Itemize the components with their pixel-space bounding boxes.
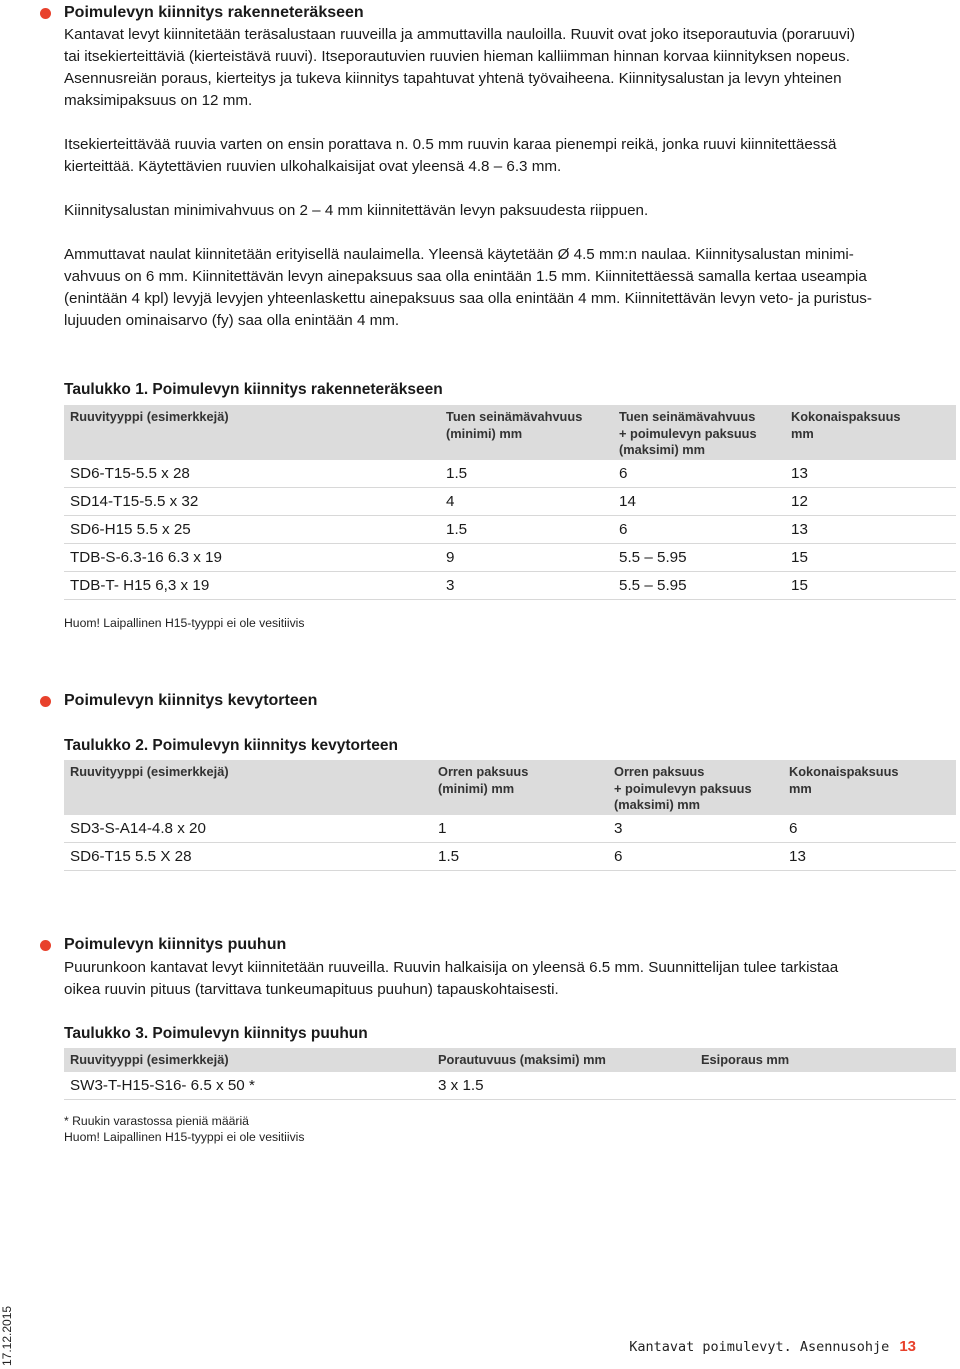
header-cell: Orren paksuus + poimulevyn paksuus (maksimi) mm (614, 764, 752, 812)
section-heading-kevytorsi (40, 691, 317, 711)
section-heading-puu (40, 935, 286, 955)
page-number: 13 (899, 1338, 916, 1355)
header-cell: Tuen seinämävahvuus (minimi) mm (446, 409, 583, 441)
table-row (64, 488, 956, 516)
table-row (64, 572, 956, 600)
cell: 3 x 1.5 (438, 1077, 484, 1094)
cell: 1.5 (446, 521, 468, 538)
cell: 14 (619, 493, 636, 510)
header-cell: Kokonaispaksuus mm (791, 409, 901, 441)
cell: 13 (791, 465, 808, 482)
cell: SD6-H15 5.5 x 25 (70, 521, 191, 538)
table-title: Taulukko 3. Poimulevyn kiinnitys puuhun (64, 1025, 368, 1042)
cell: 4 (446, 493, 455, 510)
header-cell: Ruuvityyppi (esimerkkejä) (70, 1052, 229, 1067)
cell: 1.5 (438, 848, 460, 865)
table-3 (64, 1048, 956, 1100)
paragraph: Itsekierteittävää ruuvia varten on ensin porattava n. 0.5 mm ruuvin karaa pienempi reikä, jonka ruuvi kiinnitettäessä kierteittää. Käytettävien ruuvien ulkohalkaisijat ovat yleensä 4.8 – 6.3 mm. (64, 136, 837, 175)
table-2 (64, 760, 956, 871)
table-header (64, 405, 956, 460)
table-note: * Ruukin varastossa pieniä määriä Huom! Laipallinen H15-tyyppi ei ole vesitiivis (64, 1114, 305, 1144)
header-cell: Orren paksuus (minimi) mm (438, 764, 529, 796)
cell: 13 (789, 848, 806, 865)
cell: SD14-T15-5.5 x 32 (70, 493, 199, 510)
table-row (64, 516, 956, 544)
section-heading-text: Poimulevyn kiinnitys kevytorteen (64, 692, 318, 709)
table-row (64, 544, 956, 572)
table-row (64, 1072, 956, 1100)
cell: 15 (791, 577, 808, 594)
cell: 6 (619, 465, 628, 482)
cell: 13 (791, 521, 808, 538)
table-note: Huom! Laipallinen H15-tyyppi ei ole vesitiivis (64, 616, 305, 630)
footer-title: Kantavat poimulevyt. Asennusohje (629, 1339, 890, 1355)
table-1 (64, 405, 956, 600)
table-title: Taulukko 1. Poimulevyn kiinnitys rakenneteräkseen (64, 381, 443, 398)
section-heading-rakenneteras (40, 3, 364, 23)
footer (629, 1338, 916, 1355)
bullet-icon (40, 696, 51, 707)
paragraph: Kiinnitysalustan minimivahvuus on 2 – 4 mm kiinnitettävän levyn paksuudesta riippuen. (64, 202, 649, 219)
section-heading-text: Poimulevyn kiinnitys puuhun (64, 936, 287, 953)
table-row (64, 843, 956, 871)
cell: SD3-S-A14-4.8 x 20 (70, 820, 206, 837)
cell: 6 (789, 820, 798, 837)
header-cell: Tuen seinämävahvuus + poimulevyn paksuus (maksimi) mm (619, 409, 757, 457)
header-cell: Ruuvityyppi (esimerkkejä) (70, 764, 229, 779)
cell: 6 (619, 521, 628, 538)
paragraph: Puurunkoon kantavat levyt kiinnitetään ruuveilla. Ruuvin halkaisija on yleensä 6.5 mm. Suunnittelijan tulee tarkistaa oikea ruuvin pituus (tarvittava tunkeumapituus puuhun) tapauskohtaisesti. (64, 959, 839, 998)
bullet-icon (40, 8, 51, 19)
cell: 9 (446, 549, 455, 566)
header-cell: Esiporaus mm (701, 1052, 790, 1067)
footer-date: 17.12.2015 (0, 1305, 14, 1366)
cell: 15 (791, 549, 808, 566)
cell: 5.5 – 5.95 (619, 577, 687, 594)
table-header (64, 760, 956, 815)
cell: TDB-T- H15 6,3 x 19 (70, 577, 210, 594)
table-title: Taulukko 2. Poimulevyn kiinnitys kevytorteen (64, 737, 398, 754)
cell: 6 (614, 848, 623, 865)
table-row (64, 815, 956, 843)
header-cell: Ruuvityyppi (esimerkkejä) (70, 409, 229, 424)
cell: 1 (438, 820, 447, 837)
cell: SD6-T15 5.5 X 28 (70, 848, 192, 865)
table-header (64, 1048, 956, 1072)
cell: 12 (791, 493, 808, 510)
cell: TDB-S-6.3-16 6.3 x 19 (70, 549, 222, 566)
paragraph: Kantavat levyt kiinnitetään teräsalustaan ruuveilla ja ammuttavilla nauloilla. Ruuvit ovat joko itseporautuvia (poraruuvi) tai itsekierteittäviä (kierteistävä ruuvi). Itseporautuvien ruuvien hieman kalliimman hinnan korvaa kiinnityksen nopeus. Asennusreiän poraus, kierteitys ja tukeva kiinnitys tapahtuvat yhtenä työvaiheena. Kiinnitysalustan ja levyn yhteinen maksimipaksuus on 12 mm. (64, 26, 856, 109)
header-cell: Porautuvuus (maksimi) mm (438, 1052, 606, 1067)
section-heading-text: Poimulevyn kiinnitys rakenneteräkseen (64, 4, 364, 21)
paragraph: Ammuttavat naulat kiinnitetään erityisellä naulaimella. Yleensä käytetään Ø 4.5 mm:n naulaa. Kiinnitysalustan minimi- vahvuus on 6 mm. Kiinnitettävän levyn ainepaksuus saa olla enintään 1.5 mm. Kiinnitettäessä samalla kertaa useampia (enintään 4 kpl) levyjä levyjen yhteenlaskettu ainepaksuus saa olla enintään 4 mm. Kiinnitettävän levyn veto- ja puristus- lujuuden ominaisarvo (fy) saa olla enintään 4 mm. (64, 246, 872, 329)
cell: 1.5 (446, 465, 468, 482)
cell: SD6-T15-5.5 x 28 (70, 465, 190, 482)
cell: 3 (446, 577, 455, 594)
cell: 5.5 – 5.95 (619, 549, 687, 566)
table-row (64, 460, 956, 488)
cell: 3 (614, 820, 623, 837)
bullet-icon (40, 940, 51, 951)
header-cell: Kokonaispaksuus mm (789, 764, 899, 796)
cell: SW3-T-H15-S16- 6.5 x 50 * (70, 1077, 255, 1094)
